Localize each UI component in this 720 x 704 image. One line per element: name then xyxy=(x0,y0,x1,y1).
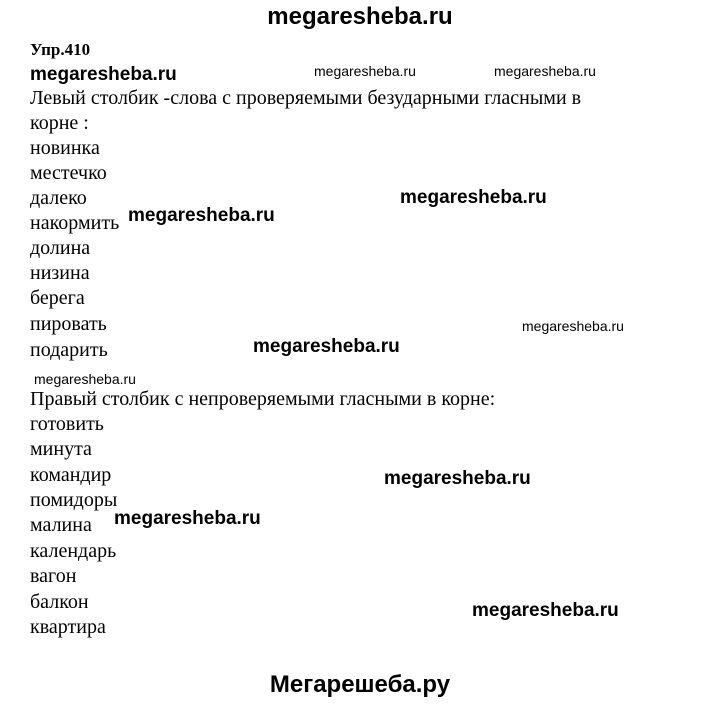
watermark: megaresheba.ru xyxy=(128,205,275,226)
right-column-heading: Правый столбик с непроверяемыми гласными в корне: xyxy=(30,388,496,410)
word-item: местечко xyxy=(30,162,107,184)
word-item: подарить xyxy=(30,339,108,361)
word-item: календарь xyxy=(30,540,117,562)
word-item: помидоры xyxy=(30,489,118,511)
word-item: вагон xyxy=(30,565,77,587)
watermark: megaresheba.ru xyxy=(114,508,261,529)
watermark: megaresheba.ru xyxy=(522,318,624,334)
word-item: далеко xyxy=(30,187,87,209)
site-header-watermark: megaresheba.ru xyxy=(267,3,453,30)
site-footer-watermark: Мегарешеба.ру xyxy=(269,671,451,698)
watermark: megaresheba.ru xyxy=(253,336,400,357)
word-item: готовить xyxy=(30,413,104,435)
watermark: megaresheba.ru xyxy=(400,187,547,208)
word-item: берега xyxy=(30,287,85,309)
word-item: низина xyxy=(30,262,90,284)
word-item: пировать xyxy=(30,313,107,335)
watermark: megaresheba.ru xyxy=(494,63,596,79)
watermark: megaresheba.ru xyxy=(30,64,177,85)
watermark: megaresheba.ru xyxy=(34,371,136,387)
word-item: малина xyxy=(30,514,92,536)
word-item: минута xyxy=(30,438,92,460)
watermark: megaresheba.ru xyxy=(384,468,531,489)
word-item: накормить xyxy=(30,212,120,234)
word-item: долина xyxy=(30,237,91,259)
watermark: megaresheba.ru xyxy=(472,600,619,621)
left-column-heading-cont: корне : xyxy=(30,112,89,134)
word-item: балкон xyxy=(30,591,89,613)
word-item: квартира xyxy=(30,616,106,638)
word-item: новинка xyxy=(30,137,100,159)
left-column-heading: Левый столбик -слова с проверяемыми безударными гласными в xyxy=(30,87,582,109)
watermark: megaresheba.ru xyxy=(314,63,416,79)
exercise-label: Упр.410 xyxy=(30,40,91,59)
word-item: командир xyxy=(30,464,112,486)
